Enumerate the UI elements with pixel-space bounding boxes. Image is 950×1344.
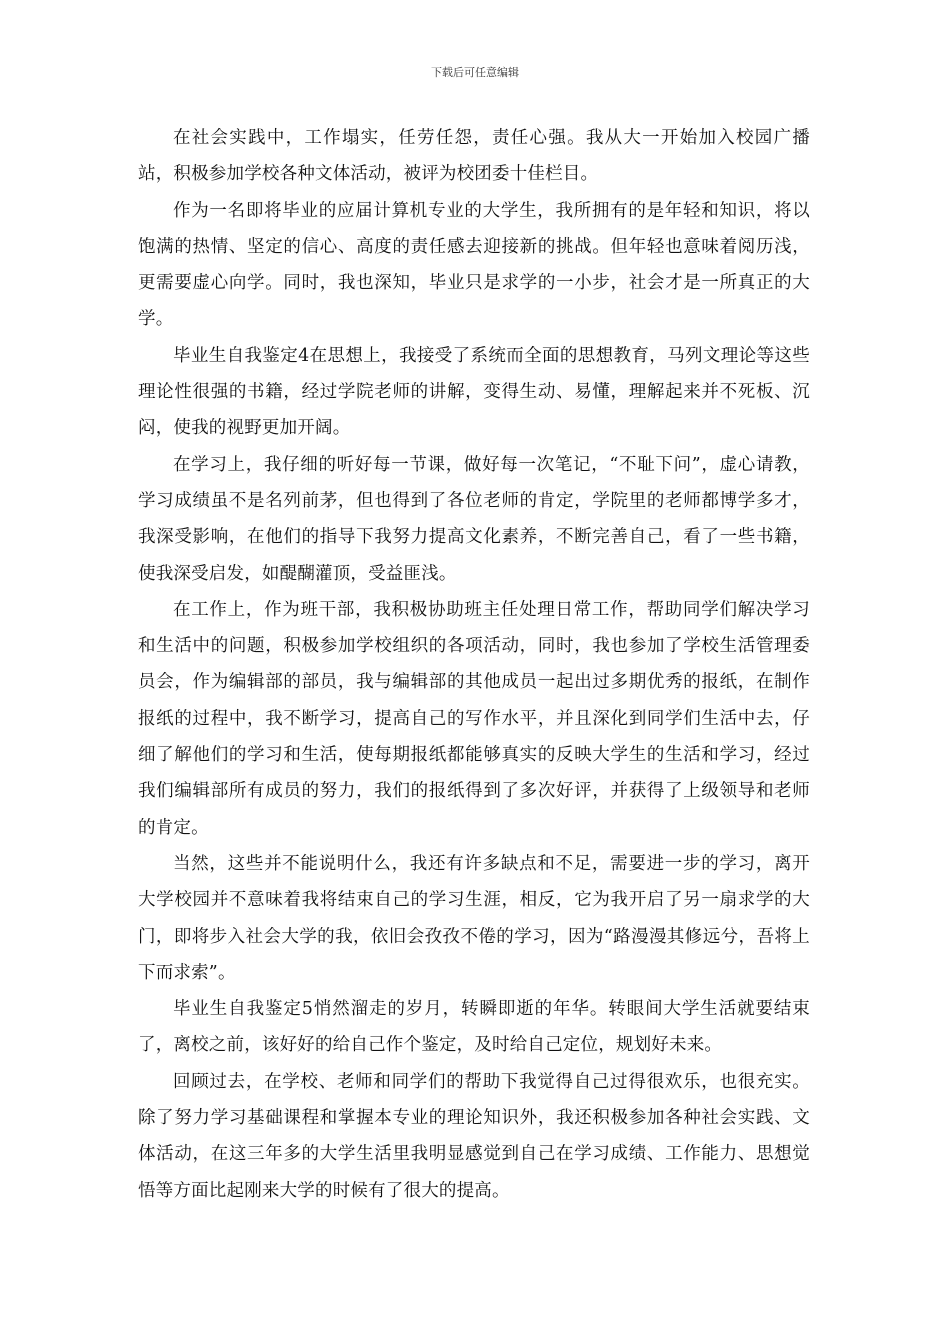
paragraph: 毕业生自我鉴定4在思想上，我接受了系统而全面的思想教育，马列文理论等这些理论性很强的书籍，经过学院老师的讲解，变得生动、易懂，理解起来并不死板、沉闷，使我的视野更加开阔。 xyxy=(138,345,810,439)
paragraph: 在社会实践中，工作塌实，任劳任怨，责任心强。我从大一开始加入校园广播站，积极参加学校各种文体活动，被评为校团委十佳栏目。 xyxy=(138,128,810,185)
paragraph: 作为一名即将毕业的应届计算机专业的大学生，我所拥有的是年轻和知识，将以饱满的热情、坚定的信心、高度的责任感去迎接新的挑战。但年轻也意味着阅历浅，更需要虚心向学。同时，我也深知，毕业只是求学的一小步，社会才是一所真正的大学。 xyxy=(138,200,810,330)
paragraph: 在学习上，我仔细的听好每一节课，做好每一次笔记，“不耻下问”，虚心请教，学习成绩虽不是名列前茅，但也得到了各位老师的肯定，学院里的老师都博学多才，我深受影响，在他们的指导下我努力提高文化素养，不断完善自己，看了一些书籍，使我深受启发，如醍醐灌顶，受益匪浅。 xyxy=(138,454,810,584)
paragraph: 毕业生自我鉴定5悄然溜走的岁月，转瞬即逝的年华。转眼间大学生活就要结束了，离校之前，该好好的给自己作个鉴定，及时给自己定位，规划好未来。 xyxy=(138,999,810,1056)
paragraph: 当然，这些并不能说明什么，我还有许多缺点和不足，需要进一步的学习，离开大学校园并不意味着我将结束自己的学习生涯，相反，它为我开启了另一扇求学的大门，即将步入社会大学的我，依旧会孜孜不倦的学习，因为“路漫漫其修远兮，吾将上下而求索”。 xyxy=(138,853,810,983)
paragraph: 在工作上，作为班干部，我积极协助班主任处理日常工作，帮助同学们解决学习和生活中的问题，积极参加学校组织的各项活动，同时，我也参加了学校生活管理委员会，作为编辑部的部员，我与编辑部的其他成员一起出过多期优秀的报纸，在制作报纸的过程中，我不断学习，提高自己的写作水平，并且深化到同学们生活中去，仔细了解他们的学习和生活，使每期报纸都能够真实的反映大学生的生活和学习，经过我们编辑部所有成员的努力，我们的报纸得到了多次好评，并获得了上级领导和老师的肯定。 xyxy=(138,599,810,838)
paragraph: 回顾过去，在学校、老师和同学们的帮助下我觉得自己过得很欢乐，也很充实。除了努力学习基础课程和掌握本专业的理论知识外，我还积极参加各种社会实践、文体活动，在这三年多的大学生活里我明显感觉到自己在学习成绩、工作能力、思想觉悟等方面比起刚来大学的时候有了很大的提高。 xyxy=(138,1071,810,1201)
document-body xyxy=(138,120,810,1209)
page-header: 下载后可任意编辑 xyxy=(431,66,519,79)
